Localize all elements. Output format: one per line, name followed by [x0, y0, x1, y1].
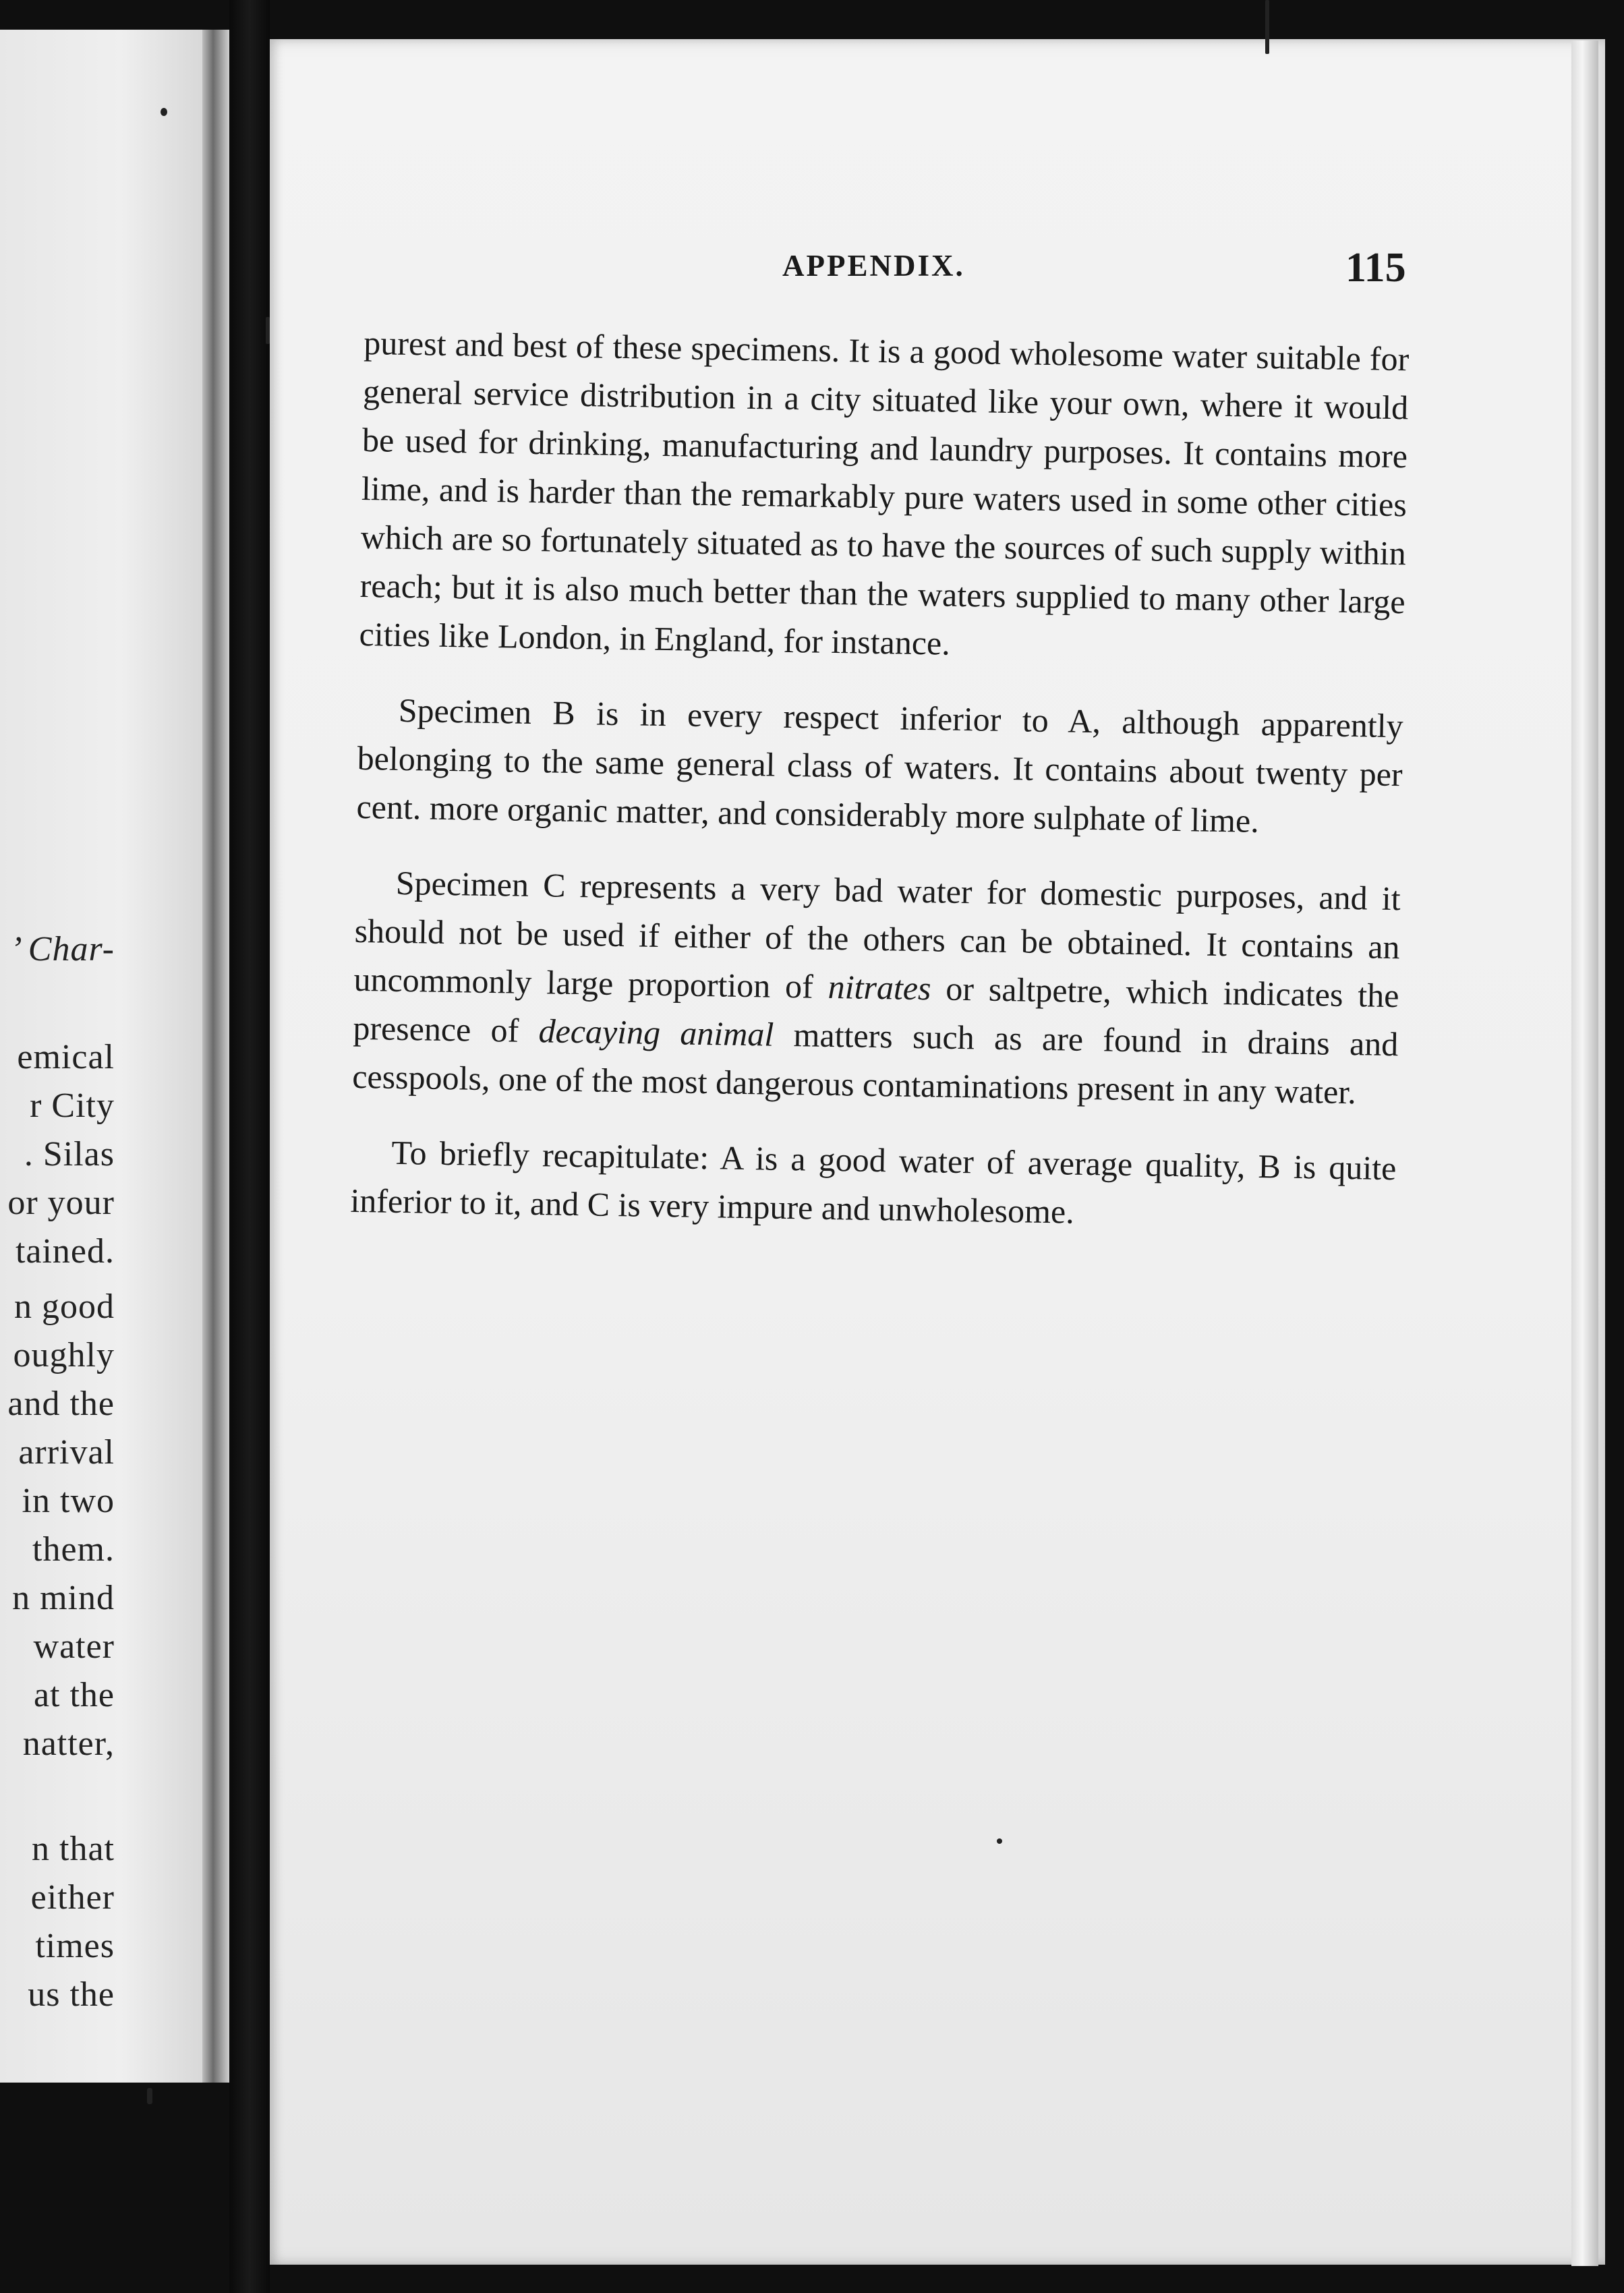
paragraph — [359, 318, 1410, 674]
facing-line: and the — [7, 1385, 115, 1423]
scan-speck — [1265, 0, 1269, 54]
facing-line: in two — [22, 1482, 115, 1520]
facing-line: arrival — [18, 1433, 115, 1472]
book-gutter — [229, 0, 270, 2293]
facing-line: n good — [14, 1287, 115, 1326]
paragraph-text: matters such as are found in drains and cesspools, one of the most dangerous contaminations present in any water. — [351, 1015, 1399, 1111]
paragraph-text: Specimen C represents a very bad water for domestic purposes, and it should not be used if either of the others can be obtained. It contains an uncommonly large proportion of — [353, 863, 1401, 1006]
facing-page-text — [0, 0, 202, 2293]
facing-line: either — [30, 1878, 115, 1917]
paragraph-text: Specimen B is in every respect inferior to A, although apparently belonging to the same general class of waters. It contains about twenty per cent. more organic matter, and considerably more sulphate of lime. — [356, 691, 1404, 840]
facing-line: us the — [28, 1975, 115, 2014]
paragraph-text: purest and best of these specimens. It is a good wholesome water suitable for general service distribution in a city situated like your own, where it would be used for drinking, manufacturing and laundry purposes. It contains more lime, and is harder than the remarkably pure waters used in some other cities which are so fortunately situated as to have the sources of such supply within reach; but it is also much better than the waters supplied to many other large cities like London, in England, for instance. — [359, 323, 1410, 662]
facing-line: oughly — [13, 1336, 115, 1374]
paragraph — [352, 858, 1401, 1117]
scan-speck — [161, 108, 167, 116]
paragraph — [350, 1128, 1397, 1241]
facing-line: emical — [17, 1038, 115, 1076]
facing-line: natter, — [22, 1724, 115, 1763]
facing-line: n that — [32, 1830, 115, 1868]
facing-line: n mind — [12, 1579, 115, 1617]
paragraph-text: To briefly recapitulate: A is a good water of average quality, B is quite inferior to it, and C is very impure and unwholesome. — [350, 1133, 1397, 1231]
facing-line: them. — [32, 1530, 115, 1569]
facing-line: water — [33, 1627, 115, 1666]
paragraph-text: or saltpetre, which indicates the presence of — [353, 969, 1399, 1050]
facing-line: or your — [7, 1184, 115, 1222]
facing-line: r City — [30, 1086, 115, 1125]
facing-line: tained. — [15, 1232, 115, 1271]
italic-term: decaying animal — [538, 1012, 774, 1053]
running-head: APPENDIX. — [782, 249, 965, 283]
facing-page-edge — [202, 30, 229, 2083]
facing-line: times — [35, 1927, 115, 1965]
body-text — [349, 318, 1410, 1268]
scan-speck — [266, 317, 270, 344]
right-page-edge — [1571, 40, 1598, 2266]
italic-term: nitrates — [828, 967, 931, 1008]
facing-line: . Silas — [24, 1135, 115, 1173]
facing-line: at the — [33, 1676, 115, 1714]
page-number: 115 — [1345, 245, 1406, 291]
facing-line: ’ Char- — [10, 930, 115, 968]
scan-speck — [147, 2088, 152, 2104]
scan-speck — [997, 1838, 1002, 1844]
paragraph — [356, 685, 1403, 847]
